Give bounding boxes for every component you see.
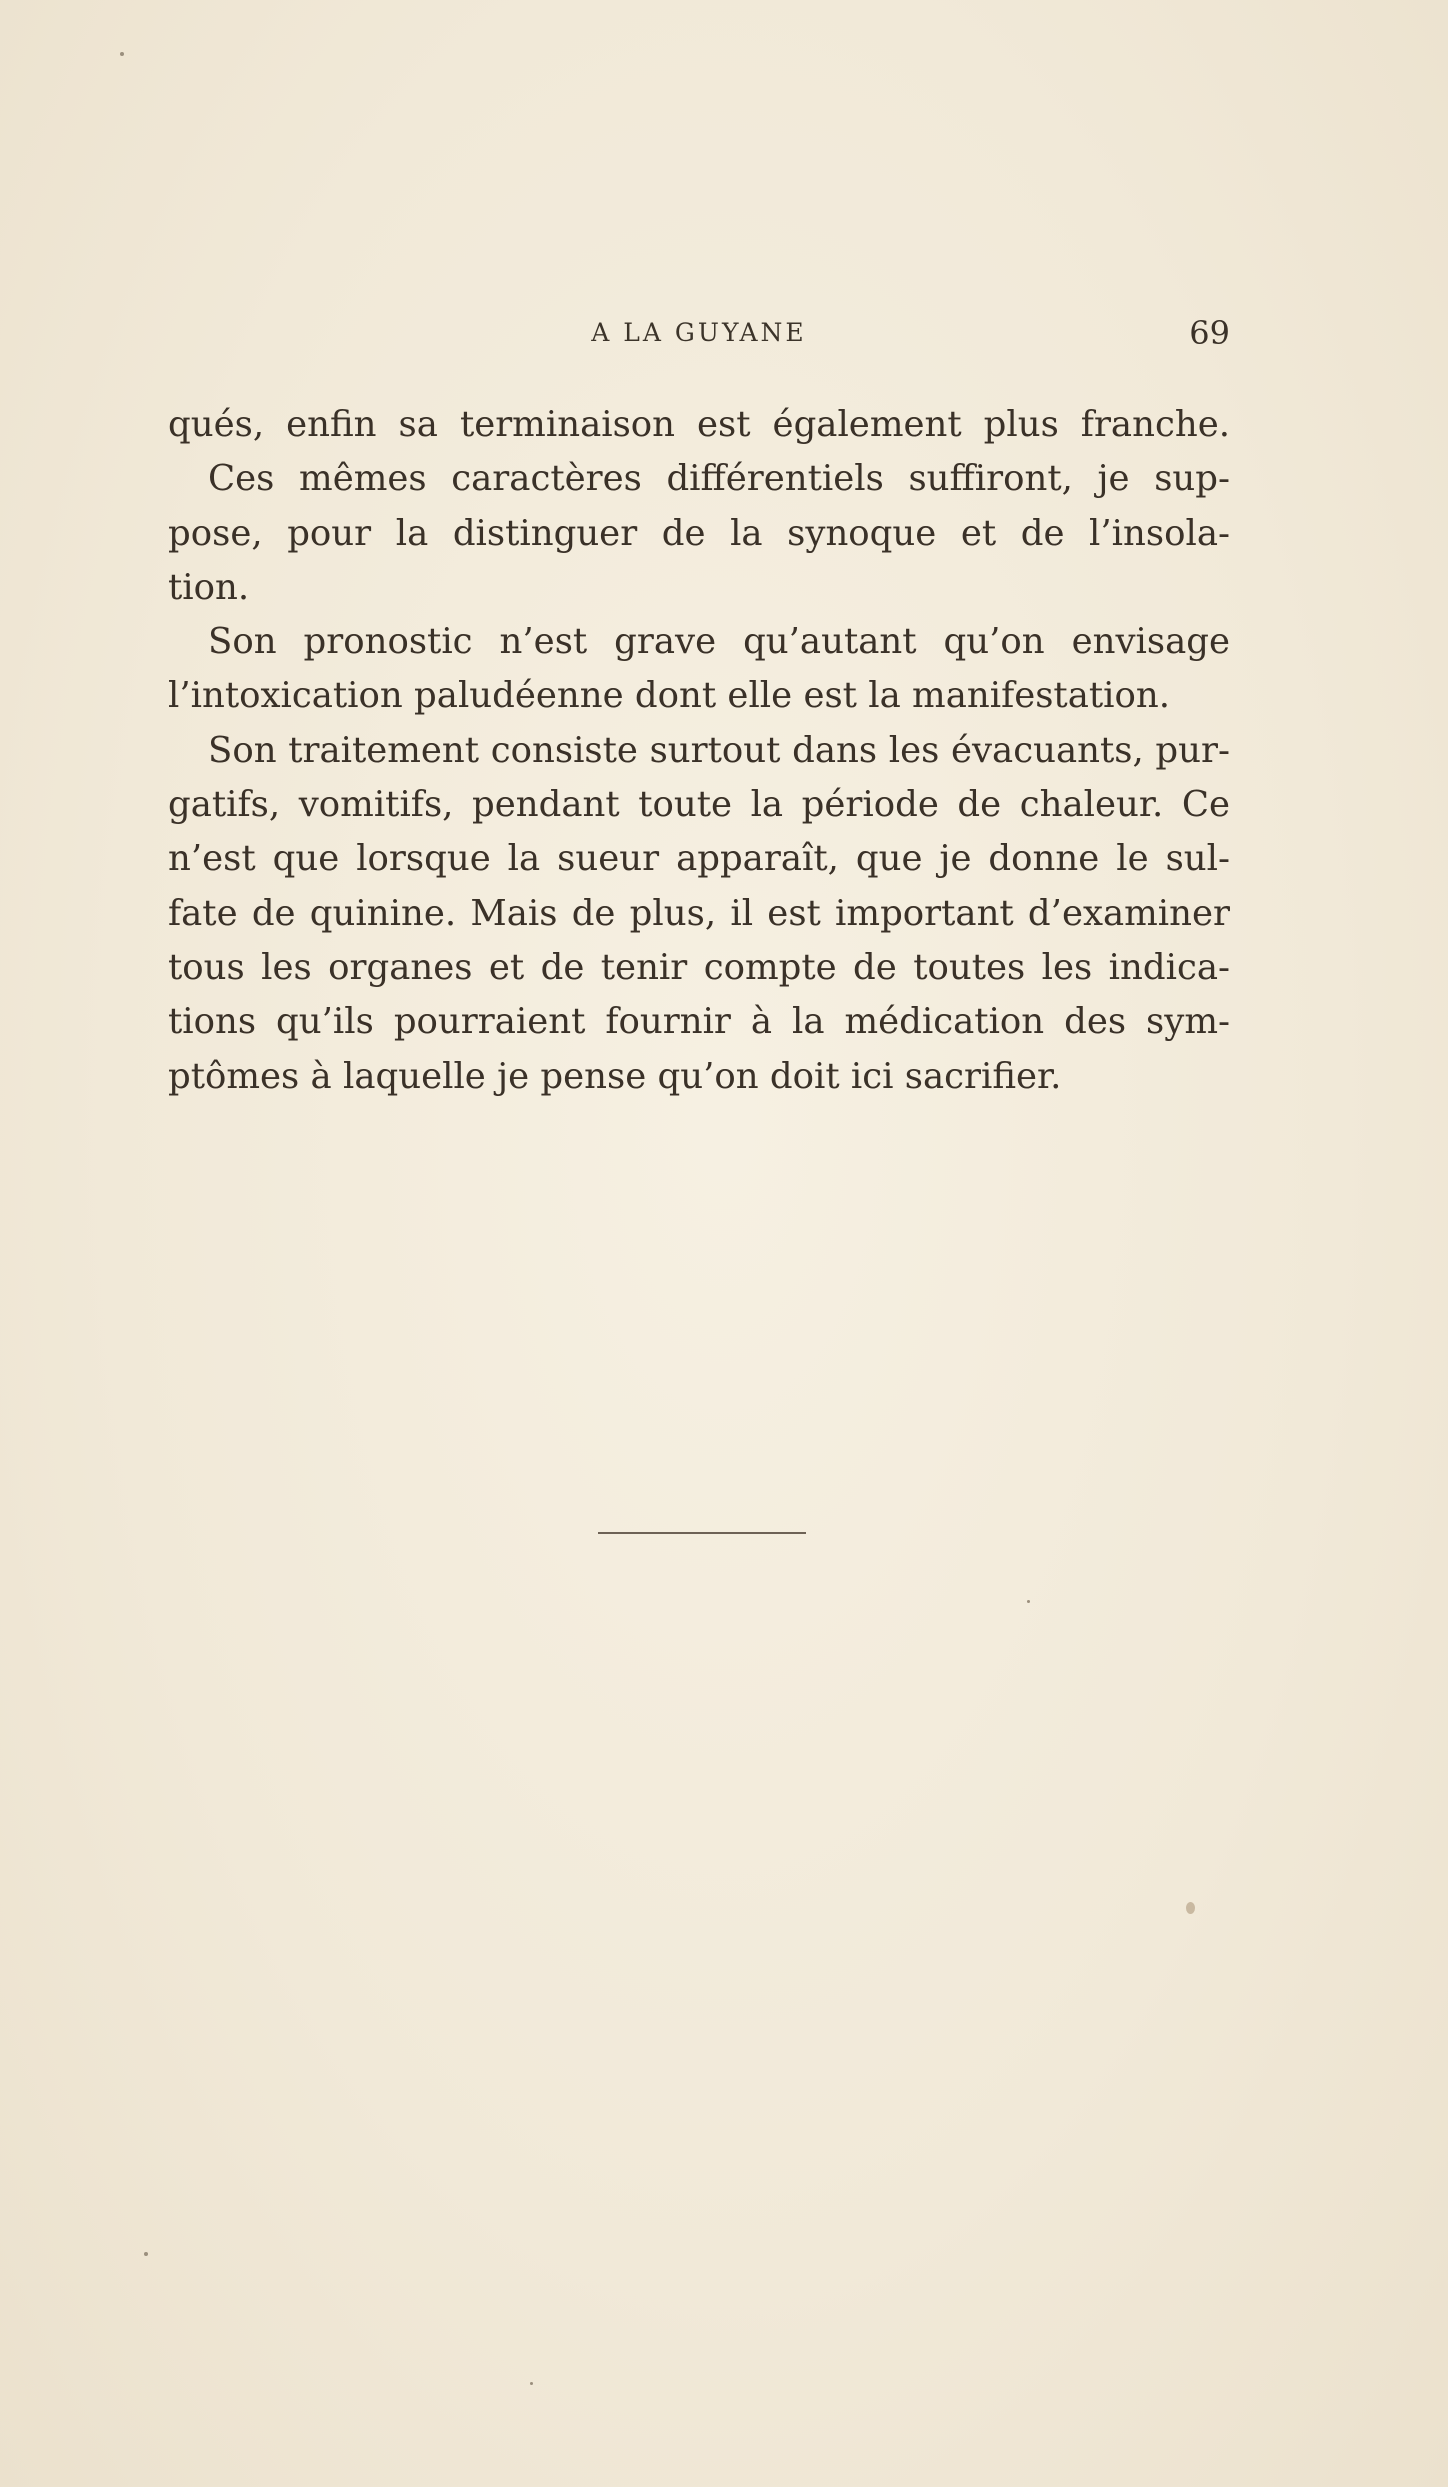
paper-speck <box>144 2252 148 2256</box>
paragraph-first-line: Ces mêmes caractères différentiels suffiront, je sup- <box>208 458 1230 500</box>
text-line: fate de quinine. Mais de plus, il est important d’examiner <box>168 892 1230 934</box>
paragraph-last-line: tion. <box>168 566 250 608</box>
paper-speck <box>530 2382 533 2385</box>
paper-speck <box>1186 1902 1195 1914</box>
text-line: pose, pour la distinguer de la synoque et de l’insola- <box>168 512 1230 554</box>
paper-speck <box>1027 1600 1030 1603</box>
text-line: qués, enfin sa terminaison est également plus franche. <box>168 404 1230 445</box>
running-head <box>168 314 1230 358</box>
running-title: A LA GUYANE <box>591 318 807 347</box>
page-number: 69 <box>1189 314 1230 352</box>
paragraph-last-line: ptômes à laquelle je pense qu’on doit ici sacrifier. <box>168 1055 1062 1097</box>
body-text <box>168 398 1230 1104</box>
paragraph-first-line: Son traitement consiste surtout dans les évacuants, pur- <box>208 729 1230 771</box>
section-end-rule <box>598 1532 806 1534</box>
paragraph-last-line: l’intoxication paludéenne dont elle est la manifestation. <box>168 675 1171 717</box>
paragraph-first-line: Son pronostic n’est grave qu’autant qu’on envisage <box>208 621 1230 663</box>
text-line: gatifs, vomitifs, pendant toute la période de chaleur. Ce <box>168 784 1230 826</box>
text-line: tous les organes et de tenir compte de toutes les indica- <box>168 946 1230 988</box>
paper-speck <box>120 52 124 56</box>
text-line: tions qu’ils pourraient fournir à la médication des sym- <box>168 1001 1230 1043</box>
text-line: n’est que lorsque la sueur apparaît, que je donne le sul- <box>168 838 1230 880</box>
